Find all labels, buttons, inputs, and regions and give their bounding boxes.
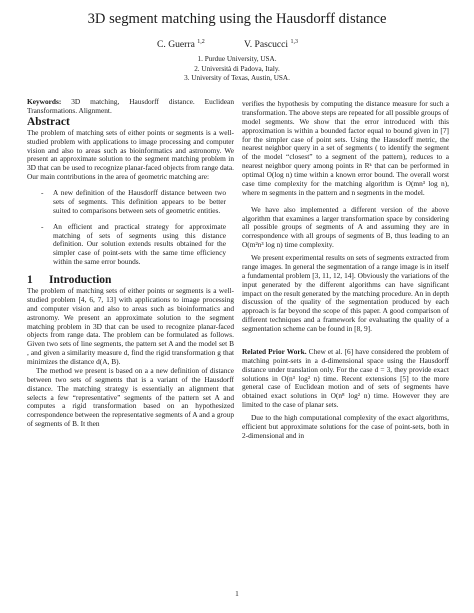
author-1 [157, 37, 205, 50]
contribution-item: - A new definition of the Hausdorff distance between two sets of segments. This definition appears to be better suited to comparisons between sets of geometric entities. [41, 188, 226, 215]
abstract-heading: Abstract [27, 115, 70, 128]
section-title: Introduction [49, 274, 112, 286]
contribution-text: An efficient and practical strategy for approximate matching of sets of segments using this distance definition. Our solution extends results obtained for the simpler case of point-sets with the same time efficiency within the same error bounds. [53, 221, 226, 267]
keywords [27, 98, 234, 116]
affiliation-2: 2. Università di Padova, Italy. [194, 64, 280, 73]
author-1-affil-marks: 1,2 [197, 39, 205, 45]
contribution-text: A new definition of the Hausdorff distance between two sets of segments. This definition appears to be better suited to comparisons between sets of geometric entities. [53, 188, 226, 215]
related-work-text: Chew et al. [6] have considered the problem of matching point-sets in a d-dimensional space using the Hausdorff distance under translation only. For the case d = 3, they provide exact solutions in O(n³ log² n) time. Recent extensions [5] to the more general case of Euclidean motion and of sets of segments have obtained exact solutions in O(n⁸ log² n) time. However they are limited to the case of planar sets. [242, 346, 449, 410]
page-number: 1 [235, 589, 239, 598]
related-work-label: Related Prior Work. [242, 346, 307, 356]
body-paragraph: We present experimental results on sets of segments extracted from range images. In general the segmentation of a range image is in itself a fundamental problem [3, 11, 12, 14]. Obviously the variations of the input generated by the different algorithms can have significant impact on the result generated by the matching procedure. An in depth discussion of the quality of the segmentation produced by each approach is far beyond the scope of this paper. A good comparison of different techniques and a framework for evaluating the quality of a segmentation scheme can be found in [8, 9]. [242, 253, 449, 333]
keywords-text: 3D matching, Hausdorff distance. Euclidean Transformations. Alignment. [27, 97, 234, 115]
section-number: 1 [27, 274, 33, 286]
affiliation-3: 3. University of Texas, Austin, USA. [184, 74, 290, 83]
body-paragraph: We have also implemented a different version of the above algorithm that examines a larger transformation space by considering all possible groups of segments of A and assuming they are in correspondence with all groups of segments of B, thus leading to an O(m²n³ log n) time complexity. [242, 204, 449, 250]
author-2-affil-marks: 1,3 [290, 39, 298, 45]
affiliation-1: 1. Purdue University, USA. [197, 55, 277, 63]
related-work-paragraph [242, 348, 449, 410]
contribution-item: - An efficient and practical strategy for approximate matching of sets of segments using this distance definition. Our solution extends results obtained for the simpler case of point-sets with the same time efficiency within the same error bounds. [41, 221, 226, 267]
author-2 [244, 37, 298, 50]
body-paragraph: Due to the high computational complexity of the exact algorithms, efficient but approximate solutions for the case of point-sets, both in 2-dimensional and in [242, 413, 449, 440]
abstract-text: The problem of matching sets of either points or segments is a well-studied problem with applications to image processing and computer vision and also to areas such as bioinformatics and astronomy. We present an approximate solution to the segment matching problem in 3D that can be used to recognize planar-faced objects from range data. Our main contributions in the area of geometric matching are: [27, 127, 235, 182]
right-column [242, 100, 449, 441]
intro-paragraph-1: The problem of matching sets of either points or segments is a well-studied problem [4, 6, 7, 13] with applications to image processing and computer vision and also to areas such as bioinformatics and astronomy. We present an approximate solution to the segment matching problem in 3D that can be used to recognize planar-faced objects from range data. The problem can be formulated as follows. Given two sets of line segments, the pattern set A and the model set B , and given a similarity measure d, find the rigid transformation g that minimizes the distance d(A, B). [27, 286, 234, 366]
author-1-name: C. Guerra [157, 39, 195, 50]
keywords-label: Keywords: [27, 97, 62, 106]
left-column [27, 96, 234, 429]
author-2-name: V. Pascucci [244, 39, 289, 50]
body-paragraph: verifies the hypothesis by computing the distance measure for such a transformation. The above steps are repeated for all possible groups of model segments. We show that the error introduced with this approximation is within a bounded factor equal to bound given in [7] for the simpler case of point sets. Using the Hausdorff metric, the nearest neighbor query in a set of segments ( to identify the segment of the model “closest” to a segment of the pattern), reduces to a nearest neighbor query among points in Rᵏ that can be performed in optimal O(log n) time within a known error bound. The overall worst case time complexity for the matching algorithm is O(mn³ log n), where m segments in the pattern and n segments in the model. [242, 99, 449, 197]
paper-title: 3D segment matching using the Hausdorff distance [87, 11, 387, 27]
contribution-list [27, 189, 234, 267]
intro-paragraph-2: The method we present is based on a a new definition of distance between two sets of segments that is a variant of the Hausdorff distance. The matching strategy is essentially an alignment that selects a few “representative” segments of the pattern set A and computes a rigid transformation based on an hypothesized correspondence between the representative segments of A and a group of segments of B. It then [27, 365, 234, 429]
affiliation-list [0, 55, 474, 84]
